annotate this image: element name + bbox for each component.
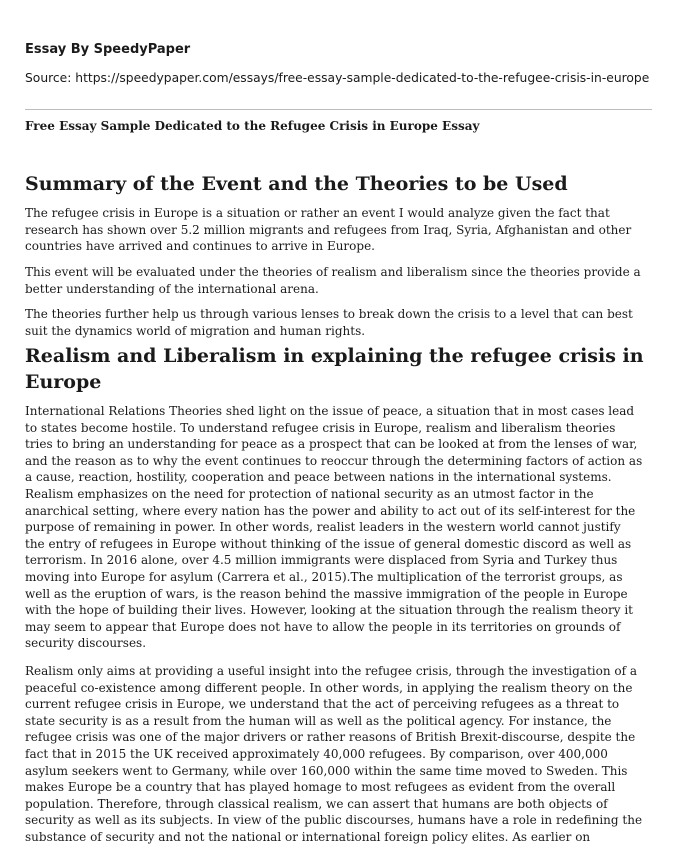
text-line: fact that in 2015 the UK received approximately 40,000 refugees. By comparison, over 400,000	[25, 746, 608, 761]
paragraph-realism-2	[25, 663, 680, 846]
text-line: The refugee crisis in Europe is a situation or rather an event I would analyze given the fact that	[25, 206, 610, 220]
paragraph-summary-3	[25, 306, 680, 339]
text-line: peaceful co-existence among different people. In other words, in applying the realism theory on the	[25, 680, 633, 695]
text-line: current refugee crisis in Europe, we understand that the act of perceiving refugees as a threat to	[25, 697, 620, 712]
heading-line: Realism and Liberalism in explaining the refugee crisis in	[25, 345, 644, 367]
section-heading-summary: Summary of the Event and the Theories to be Used	[25, 173, 568, 195]
essay-title: Free Essay Sample Dedicated to the Refugee Crisis in Europe Essay	[25, 119, 480, 133]
paragraph-realism-1	[25, 403, 680, 652]
text-line: better understanding of the international arena.	[25, 281, 319, 296]
text-line: asylum seekers went to Germany, while over 160,000 within the same time moved to Sweden. This	[25, 763, 628, 778]
text-line: a cause, reaction, hostility, cooperation and peace between nations in the international systems.	[25, 470, 612, 485]
text-line: may seem to appear that Europe does not have to allow the people in its territories on grounds of	[25, 619, 621, 634]
text-line: state security is as a result from the human will as well as the political agency. For instance, the	[25, 713, 612, 728]
text-line: purpose of remaining in power. In other words, realist leaders in the western world cannot justify	[25, 520, 621, 535]
text-line: anarchical setting, where every nation has the power and ability to act out of its self-interest for the	[25, 503, 636, 518]
text-line: moving into Europe for asylum (Carrera et al., 2015).The multiplication of the terrorist groups, as	[25, 569, 623, 584]
header-source-url: Source: https://speedypaper.com/essays/free-essay-sample-dedicated-to-the-refugee-crisis-in-europe	[25, 71, 650, 85]
text-line: International Relations Theories shed light on the issue of peace, a situation that in most cases lead	[25, 404, 635, 418]
text-line: countries have arrived and continues to arrive in Europe.	[25, 239, 375, 254]
text-line: to states become hostile. To understand refugee crisis in Europe, realism and liberalism theories	[25, 420, 616, 435]
header-divider	[25, 109, 652, 110]
text-line: makes Europe be a country that has played homage to most refugees as evident from the overall	[25, 780, 616, 795]
text-line: This event will be evaluated under the theories of realism and liberalism since the theories provide a	[25, 265, 641, 279]
text-line: well as the eruption of wars, is the reason behind the massive immigration of the people in Europe	[25, 586, 628, 601]
text-line: suit the dynamics world of migration and human rights.	[25, 323, 366, 338]
text-line: and the reason as to why the event continues to reoccur through the determining factors of action as	[25, 453, 643, 468]
text-line: The theories further help us through various lenses to break down the crisis to a level that can best	[25, 307, 633, 321]
text-line: the entry of refugees in Europe without thinking of the issue of general domestic discord as well as	[25, 536, 632, 551]
text-line: research has shown over 5.2 million migrants and refugees from Iraq, Syria, Afghanistan and other	[25, 222, 632, 237]
text-line: with the hope of building their lives. However, looking at the situation through the realism theory it	[25, 603, 634, 618]
text-line: tries to bring an understanding for peace as a prospect that can be looked at from the lenses of war,	[25, 437, 638, 452]
text-line: terrorism. In 2016 alone, over 4.5 million immigrants were displaced from Syria and Turkey thus	[25, 553, 618, 568]
section-heading-realism-liberalism	[25, 343, 665, 395]
text-line: security discourses.	[25, 636, 147, 651]
text-line: Realism emphasizes on the need for protection of national security as an utmost factor in the	[25, 486, 594, 501]
text-line: substance of security and not the national or international foreign policy elites. As earlier on	[25, 829, 591, 844]
text-line: Realism only aims at providing a useful insight into the refugee crisis, through the investigation of a	[25, 664, 638, 678]
paragraph-summary-1	[25, 205, 680, 255]
text-line: security as well as its subjects. In view of the public discourses, humans have a role in redefining the	[25, 813, 643, 828]
heading-line: Europe	[25, 371, 102, 393]
text-line: population. Therefore, through classical realism, we can assert that humans are both objects of	[25, 796, 608, 811]
text-line: refugee crisis was one of the major drivers or rather reasons of British Brexit-discourse, despite the	[25, 730, 636, 745]
header-brand: Essay By SpeedyPaper	[25, 42, 191, 57]
paragraph-summary-2	[25, 264, 680, 297]
